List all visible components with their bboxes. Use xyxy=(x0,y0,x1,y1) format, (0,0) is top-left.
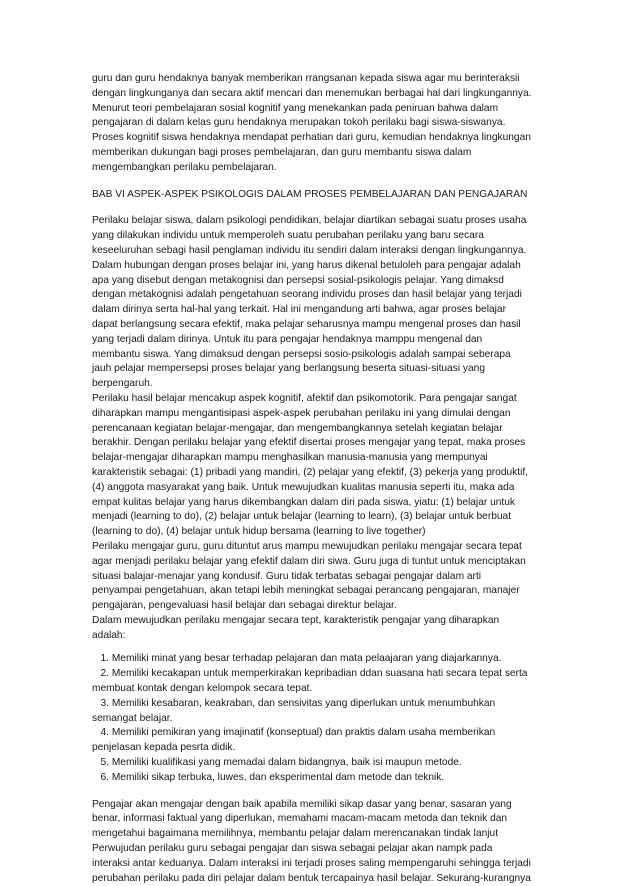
list-item: 6. Memiliki sikap terbuka, luwes, dan eksperimental dam metode dan teknik. xyxy=(92,771,445,783)
text-line: menjadi (learning to do), (2) belajar untuk belajar (learning to learn), (3) belajar untuk berbuat xyxy=(92,511,512,523)
text-line: dengan metakognisi adalah pengetahuan seorang individu proses dan hasil belajar yang terjadi xyxy=(92,289,522,301)
intro-paragraph xyxy=(92,72,548,176)
text-line: Pengajar akan mengajar dengan baik apabila memiliki sikap dasar yang benar, sasaran yang xyxy=(92,798,512,810)
text-line: belajar-mengajar diharapkan mampu menghasilkan manusia-manusia yang mempunyai xyxy=(92,452,488,464)
text-line: Proses kognitif siswa hendaknya mendapat perhatian dari guru, kemudian hendaknya lingkungan xyxy=(92,132,531,144)
text-line: dengan lingkunganya dan secara aktif mencari dan menemukan berbagai hal dari lingkungannya. xyxy=(92,87,532,99)
text-line: Menurut teori pembelajaran sosial kognitif yang menekankan pada peniruan bahwa dalam xyxy=(92,102,499,114)
text-line: penyampai pengetahuan, akan tetapi lebih meningkat sebagai perancang pengajaran, manajer xyxy=(92,585,520,597)
text-line: apa yang disebut dengan metakognisi dan persepsi sosial-psikologis pelajar. Yang dimaksd xyxy=(92,274,504,286)
text-line: perencanaan kegiatan belajar-mengajar, dan mengembangkannya setelah kegiatan belajar xyxy=(92,422,503,434)
text-line: Dalam mewujudkan perilaku mengajar secara tept, karakteristik pengajar yang diharapkan xyxy=(92,614,500,626)
text-line: mengetahui bagaimana memilihnya, membantu pelajar dalam merencanakan tindak lanjut xyxy=(92,828,499,840)
text-line: dapat berlangsung secara efektif, maka pelajar seharusnya mampu mengenal proses dan hasil xyxy=(92,318,521,330)
text-line: guru dan guru hendaknya banyak memberikan rrangsanan kepada siswa agar mu berinteraksii xyxy=(92,73,520,84)
text-line: (learning to do), (4) belajar untuk hidup bersama (learning to live together) xyxy=(92,526,426,538)
text-line: Perilaku hasil belajar mencakup aspek kognitif, afektif dan psikomotorik. Para pengajar sangat xyxy=(92,392,517,404)
text-line: diharapkan mampu mengantisipasi aspek-aspek perubahan perilaku ini yang dimulai dengan xyxy=(92,407,511,419)
text-line: dalam dirinya serta hal-hal yang terkait. Hal ini mengandung arti bahwa, agar proses belajar xyxy=(92,304,506,316)
document-page xyxy=(92,72,548,886)
chapter-heading: BAB VI ASPEK-ASPEK PSIKOLOGIS DALAM PROSES PEMBELAJARAN DAN PENGAJARAN xyxy=(92,188,528,200)
text-line: pengajaran, pengevaluasi hasil belajar dan sebagai direktur belajar. xyxy=(92,600,397,612)
list-item: 4. Memiliki pemikiran yang imajinatif (konseptual) dan praktis dalam usaha memberikan xyxy=(92,727,496,739)
text-line: Dalam hubungan dengan proses belajar ini, yang harus dikenal betuloleh para pengajar adalah xyxy=(92,259,521,271)
list-item: penjelasan kepada pesrta didik. xyxy=(92,742,236,754)
text-line: Perwujudan perilaku guru sebagai pengajar dan siswa sebagai pelajar akan nampk pada xyxy=(92,843,493,855)
text-line: Perilaku belajar siswa, dalam psikologi pendidikan, belajar diartikan sebagai suatu proses usaha xyxy=(92,215,527,227)
text-line: yang terjadi dalam dirinya. Untuk itu para pengajar hendaknya mamppu mengenal dan xyxy=(92,333,483,345)
text-line: memberikan dukungan bagi proses pembelajaran, dan guru membantu siswa dalam xyxy=(92,146,472,158)
text-line: Perilaku mengajar guru, guru dituntut arus mampu mewujudkan perilaku mengajar secara tepat xyxy=(92,540,522,552)
text-line: benar, informasi faktual yang diperlukan, memahami macam-macam metoda dan teknik dan xyxy=(92,813,508,825)
text-line: empat kulitas belajar yang harus dikembangkan dalam diri pada siswa, yiatu: (1) belajar untuk xyxy=(92,496,516,508)
list-item: semangat belajar. xyxy=(92,712,173,724)
text-line: karakteristik sebagai: (1) pribadi yang mandiri, (2) pelajar yang efektif, (3) pekerja yang produktif, xyxy=(92,466,529,478)
text-line: membantu siswa. Yang dimaksud dengan persepsi sosio-psikologis adalah sampai seberapa xyxy=(92,348,511,360)
list-item: 1. Memiliki minat yang besar terhadap pelajaran dan mata pelaajaran yang diajarkannya. xyxy=(92,653,502,665)
list-item: 3. Memiliki kesabaran, keakraban, dan sensivitas yang diperlukan untuk menumbuhkan xyxy=(92,697,496,709)
text-line: (4) anggota masyarakat yang baik. Untuk mewujudkan kualitas manusia seperti itu, maka ada xyxy=(92,481,515,493)
text-line: mengembangkan perilaku pembelajaran. xyxy=(92,161,277,173)
text-line: adalah: xyxy=(92,629,126,641)
text-line: perubahan perilaku pada diri pelajar dalam bentuk tercapainya hasil belajar. Sekurang-kurangnya xyxy=(92,872,531,884)
text-line: berakhir. Dengan perilaku belajar yang efektif disertai proses mengajar yang tepat, maka proses xyxy=(92,437,526,449)
list-item: membuat kontak dengan kelompok secara tepat. xyxy=(92,683,313,695)
text-line: agar menjadi perilaku belajar yang efektif dalam diri siwa. Guru juga di tuntut untuk menciptakan xyxy=(92,555,526,567)
text-line: pengajaran di dalam kelas guru hendaknya merupakan tokoh perilaku bagi siswa-siswanya. xyxy=(92,117,506,129)
body-text xyxy=(92,214,548,643)
text-line: keseeluruhan sebagi hasil penglaman individu itu sendiri dalam interaksi dengan lingkungannya. xyxy=(92,244,527,256)
text-line: interaksi antar keduanya. Dalam interaksi ini terjadi proses saling mempengaruhi sehingga terjadi xyxy=(92,857,531,869)
text-line: berpengaruh. xyxy=(92,378,153,390)
list-item: 2. Memiliki kecakapan untuk memperkirakan kepribadian ddan suasana hati secara tepat serta xyxy=(92,668,528,680)
characteristics-list xyxy=(92,652,548,785)
closing-paragraph xyxy=(92,798,548,886)
list-item: 5. Memiliki kualifikasi yang memadai dalam bidangnya, baik isi maupun metode. xyxy=(92,757,462,769)
text-line: jauh pelajar mempersepsi proses belajar yang berlangsung beserta situasi-situasi yang xyxy=(92,363,486,375)
text-line: yang dilakukan individu untuk memperoleh suatu perubahan perilaku yang baru secara xyxy=(92,230,484,242)
text-line: situasi balajar-menajar yang kondusif. Guru tidak terbatas sebagai pengajar dalam arti xyxy=(92,570,482,582)
